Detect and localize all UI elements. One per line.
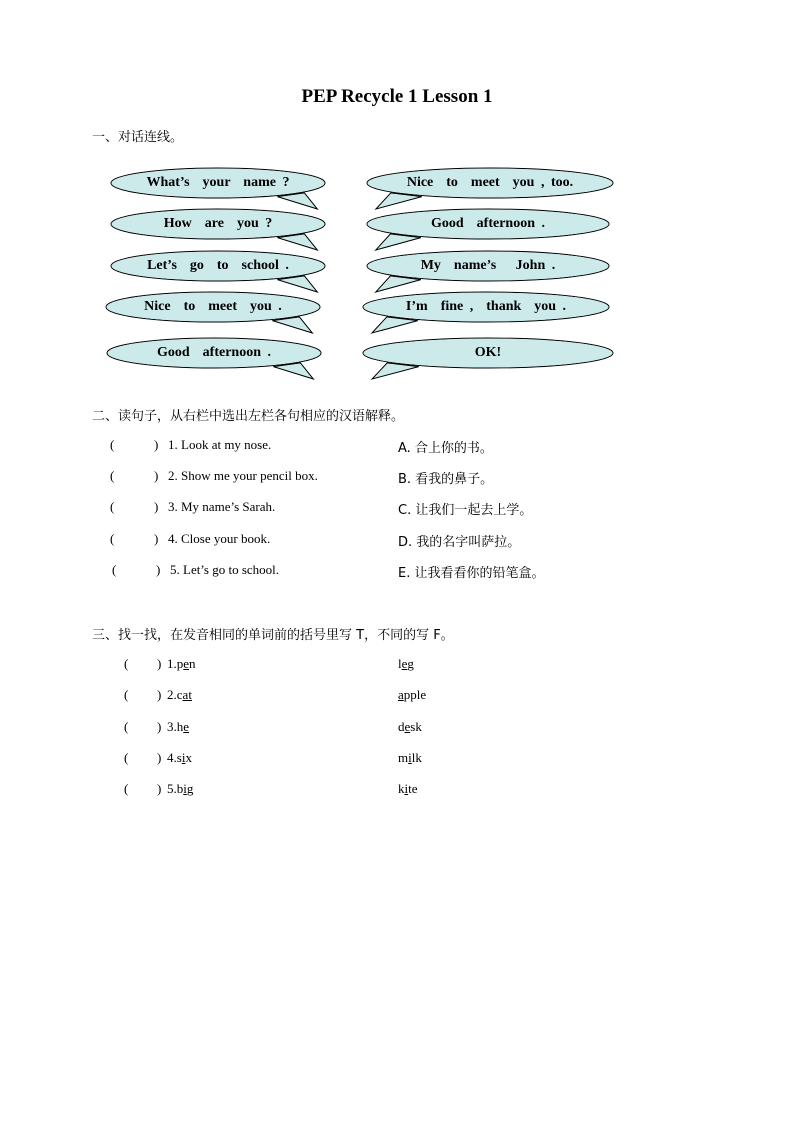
speech-bubble-left-2[interactable] <box>110 208 326 252</box>
speech-bubble-text: OK! <box>474 345 502 360</box>
answer-paren-open[interactable]: ( <box>110 499 115 514</box>
speech-bubble-left-3[interactable] <box>110 250 326 294</box>
answer-paren-open[interactable]: ( <box>124 687 129 702</box>
speech-bubble-text: What’s your name ? <box>146 175 290 190</box>
sentence-text: 5. Let’s go to school. <box>170 562 280 577</box>
option-c: C. 让我们一起去上学。 <box>398 503 533 518</box>
underlined-letter: e <box>404 719 411 734</box>
answer-paren-open[interactable]: ( <box>124 719 129 734</box>
speech-bubble-left-5[interactable] <box>106 337 322 381</box>
speech-bubble-text: Nice to meet you . <box>144 299 282 314</box>
answer-paren-close: ) <box>157 750 162 765</box>
sentence-text: 2. Show me your pencil box. <box>168 468 318 483</box>
speech-bubble-text: Good afternoon . <box>431 216 545 231</box>
answer-paren-open[interactable]: ( <box>110 531 115 546</box>
speech-bubble-right-3[interactable] <box>366 250 610 294</box>
option-d: D. 我的名字叫萨拉。 <box>398 535 521 550</box>
word: 4.six <box>167 750 192 765</box>
underlined-letter: i <box>181 750 186 765</box>
answer-paren-close: ) <box>154 499 159 514</box>
word: 2.cat <box>167 687 192 702</box>
compare-word: kite <box>398 781 418 796</box>
sentence-text: 3. My name’s Sarah. <box>168 499 276 514</box>
speech-bubble-text: My name’s John . <box>420 258 556 273</box>
compare-word: milk <box>398 750 422 765</box>
answer-paren-close: ) <box>157 781 162 796</box>
answer-paren-open[interactable]: ( <box>112 562 117 577</box>
section1-heading: 一、对话连线。 <box>92 130 184 145</box>
speech-bubble-text: Let’s go to school . <box>147 258 289 273</box>
underlined-letter: a <box>398 687 404 702</box>
underlined-letter: i <box>408 750 412 765</box>
sentence-text: 1. Look at my nose. <box>168 437 272 452</box>
answer-paren-close: ) <box>157 687 162 702</box>
compare-word: apple <box>398 687 427 702</box>
speech-bubble-text: I’m fine , thank you . <box>405 299 567 314</box>
word: 3.he <box>167 719 190 734</box>
word: 5.big <box>167 781 194 796</box>
speech-bubble-text: How are you ? <box>163 216 273 231</box>
answer-paren-open[interactable]: ( <box>110 437 115 452</box>
compare-word: leg <box>398 656 414 671</box>
speech-bubble-text: Nice to meet you , too. <box>406 175 574 190</box>
word: 1.pen <box>167 656 196 671</box>
section2-heading: 二、读句子，从右栏中选出左栏各句相应的汉语解释。 <box>92 409 405 424</box>
answer-paren-open[interactable]: ( <box>124 750 129 765</box>
speech-bubble-left-4[interactable] <box>105 291 321 335</box>
answer-paren-close: ) <box>157 656 162 671</box>
option-a: A. 合上你的书。 <box>398 441 493 456</box>
speech-bubble-right-4[interactable] <box>362 291 610 335</box>
answer-paren-open[interactable]: ( <box>124 656 129 671</box>
option-b: B. 看我的鼻子。 <box>398 472 494 487</box>
page-title: PEP Recycle 1 Lesson 1 <box>301 86 493 107</box>
speech-bubble-text: Good afternoon . <box>157 345 271 360</box>
answer-paren-open[interactable]: ( <box>110 468 115 483</box>
underlined-letter: i <box>404 781 409 796</box>
underlined-letter: e <box>183 719 190 734</box>
underlined-letter: e <box>401 656 408 671</box>
underlined-letter: a <box>182 687 189 702</box>
option-e: E. 让我看看你的铅笔盒。 <box>398 566 545 581</box>
sentence-text: 4. Close your book. <box>168 531 271 546</box>
compare-word: desk <box>398 719 422 734</box>
speech-bubble-left-1[interactable] <box>110 167 326 211</box>
speech-bubble-right-5[interactable] <box>362 337 614 381</box>
answer-paren-open[interactable]: ( <box>124 781 129 796</box>
answer-paren-close: ) <box>154 468 159 483</box>
section3-heading: 三、找一找，在发音相同的单词前的括号里写 T，不同的写 F。 <box>92 628 454 643</box>
answer-paren-close: ) <box>154 437 159 452</box>
answer-paren-close: ) <box>157 719 162 734</box>
answer-paren-close: ) <box>156 562 161 577</box>
underlined-letter: e <box>183 656 190 671</box>
speech-bubble-right-2[interactable] <box>366 208 610 252</box>
speech-bubble-right-1[interactable] <box>366 167 614 211</box>
underlined-letter: i <box>183 781 187 796</box>
answer-paren-close: ) <box>154 531 159 546</box>
